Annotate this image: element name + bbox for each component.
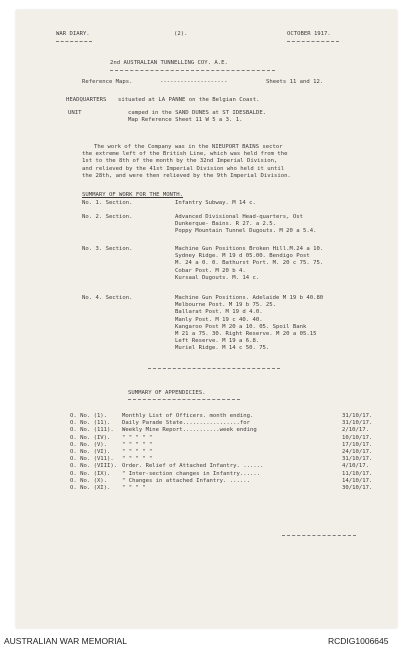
diary-label: WAR DIARY. [56, 31, 90, 37]
appendix-date: 31/10/17. [342, 413, 373, 419]
appendix-date: 10/10/17. [342, 434, 373, 441]
appendix-number: O. No. (VIII). [70, 463, 118, 470]
section-2-text [175, 214, 316, 236]
appendices-dates [342, 413, 372, 492]
section-line: Poppy Mountain Tunnel Dugouts. M 20 a 5.4. [175, 228, 317, 235]
appendices-heading: SUMMARY OF APPENDICIES. [128, 390, 206, 396]
section-line: Manly Post. M 19 c 40. 40. [175, 316, 263, 323]
appendix-date: 11/10/17. [342, 470, 373, 477]
diary-date: OCTOBER 1917. [287, 31, 331, 37]
appendix-number: O. No. (111). [70, 427, 114, 434]
appendix-description: Weekly Mine Report...........week ending [122, 427, 257, 434]
page-number: (2). [174, 31, 188, 37]
appendix-date: 31/10/17. [342, 456, 373, 463]
section-line: M. 24 a 0. 0. Bathurst Port. M. 20 c 75. 75. [175, 260, 324, 267]
appendix-number: O. No. (11). [70, 420, 111, 427]
appendix-number: O. No. (VI). [70, 449, 111, 456]
appendix-description: Order. Relief of Attached Infantry. ...... [122, 463, 264, 470]
appendix-date: 31/10/17. [342, 420, 373, 427]
section-line: Melbourne Post. M 19 b 75. 25. [175, 302, 277, 309]
section-3-text [175, 246, 323, 282]
section-line: Infantry Subway. M 14 c. [175, 200, 256, 206]
intro-line: the extreme left of the British Line, which was held from the [82, 151, 288, 158]
appendix-date: 2/10/17. [342, 427, 369, 434]
intro-line: and relieved by the 41st Imperial Division who held it until [82, 165, 285, 172]
appendix-number: O. No. (XI). [70, 485, 111, 492]
footer-reference-id: RCDIG1006645 [328, 636, 389, 646]
appendix-description: Monthly List of Officers. month ending. [122, 413, 254, 419]
title-rule [110, 70, 275, 71]
appendices-numbers [70, 413, 117, 492]
reference-dots: -------------------- [160, 79, 228, 85]
appendix-description: " " " " " [122, 449, 153, 456]
headquarters-label: HEADQUARTERS [66, 97, 107, 103]
reference-label: Reference Maps. [82, 79, 133, 85]
appendix-number: O. No. (IV). [70, 434, 111, 441]
appendix-number: O. No. (V11). [70, 456, 114, 463]
appendix-description: Daily Parade State.................for [122, 420, 250, 427]
section-2-label: No. 2. Section. [82, 214, 133, 220]
section-line: Kangaroo Post M 20 a 10. 05. Spoil Bank [175, 323, 307, 330]
unit-label: UNIT [68, 110, 82, 116]
appendix-number: O. No. (X). [70, 477, 108, 484]
section-line: Machine Gun Positions Broken Hill.M.24 a 10. [175, 246, 324, 252]
appendix-description: " " " " " [122, 434, 153, 441]
section-line: Sydney Ridge. M 19 d 05.00. Bendigo Post [175, 253, 310, 260]
section-line: Ballarat Post. M 19 d 4.0. [175, 309, 263, 316]
appendix-number: O. No. (1). [70, 413, 108, 419]
unit-line-2: Map Reference Sheet 11 W 5 a 3. 1. [128, 117, 243, 123]
appendix-description: " Changes in attached Infantry. ...... [122, 477, 250, 484]
intro-line: the 28th, and were then relieved by the 9th Imperial Division. [82, 172, 291, 179]
appendix-date: 24/10/17. [342, 449, 373, 456]
header-rule [56, 41, 92, 42]
appendix-description: " Inter-section changes in Infantry...... [122, 470, 261, 477]
summary-heading: SUMMARY OF WORK FOR THE MONTH. [82, 192, 184, 198]
appendix-date: 30/10/17. [342, 485, 373, 492]
section-line: Cobar Post. M 20 b 4. [175, 267, 246, 274]
header-rule-right [287, 41, 339, 42]
appendices-rule [128, 399, 240, 400]
unit-line-1: camped in the SAND DUNES at ST IDESBALDE. [128, 110, 267, 116]
intro-line: The work of the Company was in the NIEUPORT BAINS sector [94, 144, 283, 150]
intro-line: 1st to the 8th of the month by the 32nd Imperial Division, [82, 158, 278, 165]
headquarters-text: situated at LA PANNE on the Belgian Coast. [118, 97, 260, 103]
reference-value: Sheets 11 and 12. [266, 79, 324, 85]
appendix-number: O. No. (IX). [70, 470, 111, 477]
section-line: Left Reserve. M 19 a 6.8. [175, 338, 260, 345]
appendix-description: " " " " [122, 485, 146, 492]
appendix-date: 4/10/17. [342, 463, 369, 470]
intro-paragraph [82, 144, 291, 180]
signature-line [282, 535, 356, 536]
section-4-text [175, 295, 323, 353]
section-1-text [175, 200, 256, 207]
section-1-label: No. 1. Section. [82, 200, 133, 206]
section-line: Muriel Ridge. M 14 c 50. 75. [175, 345, 270, 352]
unit-title: 2nd AUSTRALIAN TUNNELLING COY. A.E. [110, 60, 228, 66]
appendix-description: " " " " " [122, 441, 153, 448]
section-line: Advanced Divisional Head-quarters, Ost [175, 214, 303, 220]
section-4-label: No. 4. Section. [82, 295, 133, 301]
appendices-descriptions [122, 413, 263, 492]
appendix-date: 17/10/17. [342, 441, 373, 448]
section-3-label: No. 3. Section. [82, 246, 133, 252]
section-line: Dunkerque- Bains. R 27. a 2.5. [175, 221, 277, 228]
appendix-date: 14/10/17. [342, 477, 373, 484]
section-line: Machine Gun Positions. Adelaide M 19 b 40.80 [175, 295, 324, 301]
appendix-description: " " " " " [122, 456, 153, 463]
appendix-number: O. No. (V). [70, 441, 108, 448]
section-separator [148, 368, 280, 369]
section-line: M 21 a 75. 30. Right Reserve. M 20 a 05.15 [175, 331, 317, 338]
footer-source: AUSTRALIAN WAR MEMORIAL [4, 636, 127, 646]
section-line: Kursaal Dugouts. M. 14 c. [175, 274, 260, 281]
